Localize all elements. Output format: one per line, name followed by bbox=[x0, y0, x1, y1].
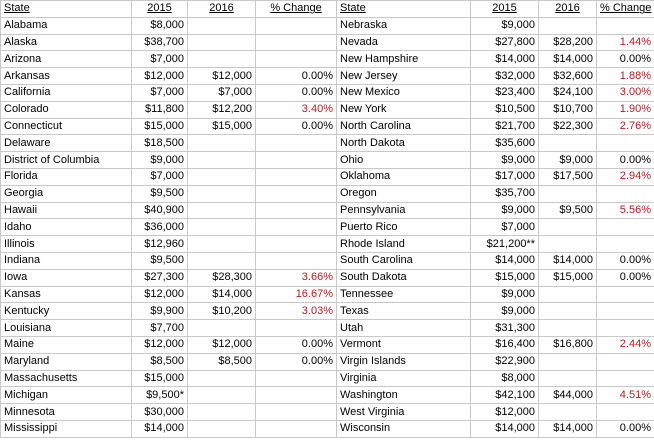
cell-right-change[interactable]: 1.90% bbox=[597, 101, 654, 118]
cell-left-change[interactable] bbox=[256, 185, 337, 202]
cell-right-y2015[interactable]: $14,000 bbox=[471, 51, 539, 68]
cell-right-state[interactable]: North Carolina bbox=[337, 118, 471, 135]
cell-left-y2015[interactable]: $38,700 bbox=[132, 34, 188, 51]
cell-left-y2015[interactable]: $7,000 bbox=[132, 168, 188, 185]
cell-right-state[interactable]: Virgin Islands bbox=[337, 353, 471, 370]
cell-left-change[interactable] bbox=[256, 252, 337, 269]
cell-left-y2015[interactable]: $7,000 bbox=[132, 84, 188, 101]
cell-left-change[interactable] bbox=[256, 420, 337, 437]
cell-right-y2016[interactable]: $15,000 bbox=[539, 269, 597, 286]
header-2015-left[interactable]: 2015 bbox=[132, 1, 188, 18]
cell-left-y2015[interactable]: $9,000 bbox=[132, 152, 188, 169]
cell-right-change[interactable]: 0.00% bbox=[597, 420, 654, 437]
cell-right-y2016[interactable]: $14,000 bbox=[539, 252, 597, 269]
cell-left-y2015[interactable]: $27,300 bbox=[132, 269, 188, 286]
cell-left-state[interactable]: Arkansas bbox=[1, 68, 132, 85]
cell-right-y2015[interactable]: $9,000 bbox=[471, 286, 539, 303]
table-row bbox=[1, 370, 654, 387]
cell-left-change[interactable]: 0.00% bbox=[256, 84, 337, 101]
cell-left-change[interactable]: 3.66% bbox=[256, 269, 337, 286]
cell-left-state[interactable]: Louisiana bbox=[1, 320, 132, 337]
cell-right-state[interactable]: Tennessee bbox=[337, 286, 471, 303]
cell-left-change[interactable] bbox=[256, 320, 337, 337]
cell-left-state[interactable]: Connecticut bbox=[1, 118, 132, 135]
cell-left-y2015[interactable]: $7,700 bbox=[132, 320, 188, 337]
cell-right-y2015[interactable]: $27,800 bbox=[471, 34, 539, 51]
table-row bbox=[1, 269, 654, 286]
cell-left-state[interactable]: Florida bbox=[1, 168, 132, 185]
cell-left-y2016[interactable]: $12,000 bbox=[188, 68, 256, 85]
cell-right-change[interactable] bbox=[597, 17, 654, 34]
cell-right-change[interactable] bbox=[597, 219, 654, 236]
cell-right-state[interactable]: Utah bbox=[337, 320, 471, 337]
table-row bbox=[1, 320, 654, 337]
cell-right-y2015[interactable]: $9,000 bbox=[471, 152, 539, 169]
cell-left-state[interactable]: Michigan bbox=[1, 387, 132, 404]
cell-left-state[interactable]: Iowa bbox=[1, 269, 132, 286]
cell-right-state[interactable]: South Dakota bbox=[337, 269, 471, 286]
cell-right-y2016[interactable]: $17,500 bbox=[539, 168, 597, 185]
cell-left-state[interactable]: Colorado bbox=[1, 101, 132, 118]
cell-right-y2015[interactable]: $9,000 bbox=[471, 303, 539, 320]
cell-right-y2016[interactable] bbox=[539, 404, 597, 421]
cell-right-change[interactable]: 2.94% bbox=[597, 168, 654, 185]
cell-right-change[interactable] bbox=[597, 353, 654, 370]
cell-left-state[interactable]: Massachusetts bbox=[1, 370, 132, 387]
cell-right-state[interactable]: Wisconsin bbox=[337, 420, 471, 437]
cell-left-y2015[interactable]: $15,000 bbox=[132, 118, 188, 135]
cell-right-y2016[interactable] bbox=[539, 303, 597, 320]
cell-right-y2016[interactable]: $9,500 bbox=[539, 202, 597, 219]
cell-left-change[interactable]: 0.00% bbox=[256, 353, 337, 370]
cell-right-y2016[interactable]: $16,800 bbox=[539, 336, 597, 353]
cell-right-state[interactable]: Vermont bbox=[337, 336, 471, 353]
cell-right-change[interactable] bbox=[597, 320, 654, 337]
cell-right-y2015[interactable]: $35,600 bbox=[471, 135, 539, 152]
cell-right-y2016[interactable]: $28,200 bbox=[539, 34, 597, 51]
cell-left-y2016[interactable]: $12,000 bbox=[188, 336, 256, 353]
cell-right-y2016[interactable] bbox=[539, 219, 597, 236]
table-row bbox=[1, 135, 654, 152]
cell-left-y2016[interactable] bbox=[188, 152, 256, 169]
cell-left-y2015[interactable]: $12,000 bbox=[132, 286, 188, 303]
cell-right-state[interactable]: Ohio bbox=[337, 152, 471, 169]
cell-right-y2015[interactable]: $22,900 bbox=[471, 353, 539, 370]
cell-left-y2015[interactable]: $8,000 bbox=[132, 17, 188, 34]
cell-left-y2016[interactable]: $14,000 bbox=[188, 286, 256, 303]
cell-right-y2015[interactable]: $23,400 bbox=[471, 84, 539, 101]
cell-right-change[interactable] bbox=[597, 303, 654, 320]
cell-right-y2016[interactable] bbox=[539, 370, 597, 387]
table-row bbox=[1, 353, 654, 370]
cell-right-state[interactable]: New Hampshire bbox=[337, 51, 471, 68]
cell-right-change[interactable]: 1.44% bbox=[597, 34, 654, 51]
cell-right-state[interactable]: New Jersey bbox=[337, 68, 471, 85]
cell-left-y2016[interactable] bbox=[188, 387, 256, 404]
cell-left-change[interactable]: 3.03% bbox=[256, 303, 337, 320]
cell-right-y2015[interactable]: $21,200** bbox=[471, 236, 539, 253]
table-row bbox=[1, 303, 654, 320]
cell-right-state[interactable]: Oregon bbox=[337, 185, 471, 202]
cell-left-change[interactable] bbox=[256, 370, 337, 387]
cell-left-y2016[interactable] bbox=[188, 168, 256, 185]
cell-right-change[interactable]: 2.76% bbox=[597, 118, 654, 135]
cell-left-y2015[interactable]: $30,000 bbox=[132, 404, 188, 421]
cell-left-state[interactable]: Alabama bbox=[1, 17, 132, 34]
cell-right-y2016[interactable] bbox=[539, 17, 597, 34]
cell-left-y2016[interactable] bbox=[188, 420, 256, 437]
cell-right-y2015[interactable]: $31,300 bbox=[471, 320, 539, 337]
cell-right-state[interactable]: Virginia bbox=[337, 370, 471, 387]
table-row bbox=[1, 101, 654, 118]
cell-left-change[interactable] bbox=[256, 17, 337, 34]
cell-right-state[interactable]: South Carolina bbox=[337, 252, 471, 269]
cell-left-change[interactable] bbox=[256, 202, 337, 219]
cell-right-y2015[interactable]: $32,000 bbox=[471, 68, 539, 85]
cell-right-y2016[interactable] bbox=[539, 286, 597, 303]
cell-right-y2016[interactable]: $14,000 bbox=[539, 51, 597, 68]
cell-right-state[interactable]: New York bbox=[337, 101, 471, 118]
cell-right-change[interactable]: 0.00% bbox=[597, 269, 654, 286]
cell-right-y2016[interactable] bbox=[539, 135, 597, 152]
cell-left-y2015[interactable]: $7,000 bbox=[132, 51, 188, 68]
header-change-right[interactable]: % Change bbox=[597, 1, 654, 18]
cell-right-y2015[interactable]: $21,700 bbox=[471, 118, 539, 135]
cell-right-y2015[interactable]: $14,000 bbox=[471, 420, 539, 437]
cell-left-y2015[interactable]: $8,500 bbox=[132, 353, 188, 370]
cell-left-y2016[interactable] bbox=[188, 34, 256, 51]
cell-right-y2016[interactable]: $44,000 bbox=[539, 387, 597, 404]
cell-right-y2016[interactable] bbox=[539, 185, 597, 202]
cell-left-y2016[interactable] bbox=[188, 202, 256, 219]
cell-right-y2015[interactable]: $16,400 bbox=[471, 336, 539, 353]
header-2016-left[interactable]: 2016 bbox=[188, 1, 256, 18]
cell-left-y2016[interactable] bbox=[188, 185, 256, 202]
cell-right-y2015[interactable]: $9,000 bbox=[471, 17, 539, 34]
table-row bbox=[1, 252, 654, 269]
cell-right-y2015[interactable]: $15,000 bbox=[471, 269, 539, 286]
cell-right-state[interactable]: West Virginia bbox=[337, 404, 471, 421]
cell-right-change[interactable] bbox=[597, 135, 654, 152]
cell-left-state[interactable]: Kentucky bbox=[1, 303, 132, 320]
cell-right-state[interactable]: Puerto Rico bbox=[337, 219, 471, 236]
cell-left-y2016[interactable] bbox=[188, 236, 256, 253]
cell-left-change[interactable]: 0.00% bbox=[256, 118, 337, 135]
cell-left-change[interactable] bbox=[256, 404, 337, 421]
cell-right-y2016[interactable]: $22,300 bbox=[539, 118, 597, 135]
cell-right-change[interactable]: 0.00% bbox=[597, 152, 654, 169]
cell-right-state[interactable]: New Mexico bbox=[337, 84, 471, 101]
cell-right-state[interactable]: Texas bbox=[337, 303, 471, 320]
cell-left-y2015[interactable]: $40,900 bbox=[132, 202, 188, 219]
cell-left-y2015[interactable]: $9,500 bbox=[132, 185, 188, 202]
cell-right-change[interactable]: 2.44% bbox=[597, 336, 654, 353]
cell-left-change[interactable] bbox=[256, 236, 337, 253]
cell-right-change[interactable]: 1.88% bbox=[597, 68, 654, 85]
cell-left-change[interactable] bbox=[256, 152, 337, 169]
cell-right-y2015[interactable]: $10,500 bbox=[471, 101, 539, 118]
cell-left-y2015[interactable]: $12,960 bbox=[132, 236, 188, 253]
cell-left-state[interactable]: Delaware bbox=[1, 135, 132, 152]
cell-left-y2016[interactable]: $8,500 bbox=[188, 353, 256, 370]
header-2015-right[interactable]: 2015 bbox=[471, 1, 539, 18]
cell-left-y2016[interactable]: $10,200 bbox=[188, 303, 256, 320]
cell-right-state[interactable]: North Dakota bbox=[337, 135, 471, 152]
header-change-left[interactable]: % Change bbox=[256, 1, 337, 18]
table-row bbox=[1, 336, 654, 353]
cell-right-y2015[interactable]: $14,000 bbox=[471, 252, 539, 269]
cell-left-state[interactable]: Maine bbox=[1, 336, 132, 353]
cell-left-y2016[interactable]: $7,000 bbox=[188, 84, 256, 101]
table-row bbox=[1, 420, 654, 437]
cell-left-y2015[interactable]: $11,800 bbox=[132, 101, 188, 118]
cell-right-y2016[interactable] bbox=[539, 320, 597, 337]
cell-left-state[interactable]: District of Columbia bbox=[1, 152, 132, 169]
cell-right-state[interactable]: Oklahoma bbox=[337, 168, 471, 185]
cell-right-change[interactable] bbox=[597, 404, 654, 421]
cell-left-y2016[interactable]: $15,000 bbox=[188, 118, 256, 135]
cell-right-change[interactable] bbox=[597, 185, 654, 202]
cell-right-state[interactable]: Nebraska bbox=[337, 17, 471, 34]
cell-right-y2016[interactable]: $10,700 bbox=[539, 101, 597, 118]
cell-left-state[interactable]: Maryland bbox=[1, 353, 132, 370]
cell-right-y2016[interactable] bbox=[539, 353, 597, 370]
cell-right-state[interactable]: Washington bbox=[337, 387, 471, 404]
cell-left-change[interactable] bbox=[256, 51, 337, 68]
cell-left-y2015[interactable]: $12,000 bbox=[132, 68, 188, 85]
cell-right-y2015[interactable]: $8,000 bbox=[471, 370, 539, 387]
cell-right-change[interactable]: 0.00% bbox=[597, 252, 654, 269]
cell-left-change[interactable] bbox=[256, 168, 337, 185]
cell-right-y2015[interactable]: $12,000 bbox=[471, 404, 539, 421]
cell-left-change[interactable]: 3.40% bbox=[256, 101, 337, 118]
cell-left-change[interactable]: 0.00% bbox=[256, 336, 337, 353]
header-state-left[interactable]: State bbox=[1, 1, 132, 18]
table-row bbox=[1, 118, 654, 135]
cell-right-change[interactable] bbox=[597, 286, 654, 303]
cell-right-y2016[interactable]: $24,100 bbox=[539, 84, 597, 101]
cell-left-y2015[interactable]: $36,000 bbox=[132, 219, 188, 236]
cell-right-change[interactable] bbox=[597, 370, 654, 387]
cell-left-y2015[interactable]: $18,500 bbox=[132, 135, 188, 152]
cell-right-y2016[interactable]: $14,000 bbox=[539, 420, 597, 437]
cell-left-state[interactable]: Idaho bbox=[1, 219, 132, 236]
cell-left-y2016[interactable] bbox=[188, 135, 256, 152]
cell-left-state[interactable]: Arizona bbox=[1, 51, 132, 68]
cell-right-y2016[interactable] bbox=[539, 236, 597, 253]
cell-left-state[interactable]: Hawaii bbox=[1, 202, 132, 219]
cell-right-y2016[interactable]: $9,000 bbox=[539, 152, 597, 169]
table-row bbox=[1, 84, 654, 101]
table-row bbox=[1, 404, 654, 421]
cell-left-y2015[interactable]: $9,500* bbox=[132, 387, 188, 404]
cell-left-state[interactable]: Kansas bbox=[1, 286, 132, 303]
table-row bbox=[1, 152, 654, 169]
cell-right-change[interactable]: 5.56% bbox=[597, 202, 654, 219]
cell-right-y2015[interactable]: $35,700 bbox=[471, 185, 539, 202]
cell-left-y2016[interactable] bbox=[188, 404, 256, 421]
table-row bbox=[1, 202, 654, 219]
table-row bbox=[1, 219, 654, 236]
cell-right-state[interactable]: Rhode Island bbox=[337, 236, 471, 253]
cell-left-y2015[interactable]: $9,500 bbox=[132, 252, 188, 269]
cell-left-y2016[interactable] bbox=[188, 320, 256, 337]
table-row bbox=[1, 236, 654, 253]
table-row bbox=[1, 34, 654, 51]
cell-right-y2016[interactable]: $32,600 bbox=[539, 68, 597, 85]
cell-left-state[interactable]: Illinois bbox=[1, 236, 132, 253]
cell-right-y2015[interactable]: $7,000 bbox=[471, 219, 539, 236]
header-row bbox=[1, 1, 654, 18]
cell-right-change[interactable]: 4.51% bbox=[597, 387, 654, 404]
cell-left-y2016[interactable] bbox=[188, 370, 256, 387]
cell-left-y2015[interactable]: $9,900 bbox=[132, 303, 188, 320]
cell-left-state[interactable]: Mississippi bbox=[1, 420, 132, 437]
cell-left-state[interactable]: Alaska bbox=[1, 34, 132, 51]
table-row bbox=[1, 185, 654, 202]
table-row bbox=[1, 387, 654, 404]
cell-left-state[interactable]: Minnesota bbox=[1, 404, 132, 421]
table-row bbox=[1, 168, 654, 185]
cell-left-change[interactable]: 16.67% bbox=[256, 286, 337, 303]
cell-right-change[interactable]: 0.00% bbox=[597, 51, 654, 68]
cell-left-y2016[interactable] bbox=[188, 17, 256, 34]
cell-left-state[interactable]: Indiana bbox=[1, 252, 132, 269]
table-row bbox=[1, 51, 654, 68]
cell-left-y2016[interactable]: $28,300 bbox=[188, 269, 256, 286]
table-row bbox=[1, 286, 654, 303]
cell-left-change[interactable] bbox=[256, 387, 337, 404]
cell-right-change[interactable] bbox=[597, 236, 654, 253]
cell-right-y2015[interactable]: $42,100 bbox=[471, 387, 539, 404]
cell-left-change[interactable]: 0.00% bbox=[256, 68, 337, 85]
cell-right-y2015[interactable]: $9,000 bbox=[471, 202, 539, 219]
cell-left-state[interactable]: California bbox=[1, 84, 132, 101]
header-2016-right[interactable]: 2016 bbox=[539, 1, 597, 18]
cell-left-y2015[interactable]: $12,000 bbox=[132, 336, 188, 353]
cell-left-state[interactable]: Georgia bbox=[1, 185, 132, 202]
cell-left-y2016[interactable] bbox=[188, 51, 256, 68]
header-state-right[interactable]: State bbox=[337, 1, 471, 18]
cell-left-y2016[interactable] bbox=[188, 252, 256, 269]
cell-left-change[interactable] bbox=[256, 34, 337, 51]
cell-left-y2016[interactable]: $12,200 bbox=[188, 101, 256, 118]
cell-right-y2015[interactable]: $17,000 bbox=[471, 168, 539, 185]
cell-right-state[interactable]: Pennsylvania bbox=[337, 202, 471, 219]
table-row bbox=[1, 68, 654, 85]
cell-left-change[interactable] bbox=[256, 219, 337, 236]
cell-left-y2016[interactable] bbox=[188, 219, 256, 236]
cell-right-state[interactable]: Nevada bbox=[337, 34, 471, 51]
cell-right-change[interactable]: 3.00% bbox=[597, 84, 654, 101]
cell-left-y2015[interactable]: $14,000 bbox=[132, 420, 188, 437]
table-row bbox=[1, 17, 654, 34]
cell-left-y2015[interactable]: $15,000 bbox=[132, 370, 188, 387]
cell-left-change[interactable] bbox=[256, 135, 337, 152]
